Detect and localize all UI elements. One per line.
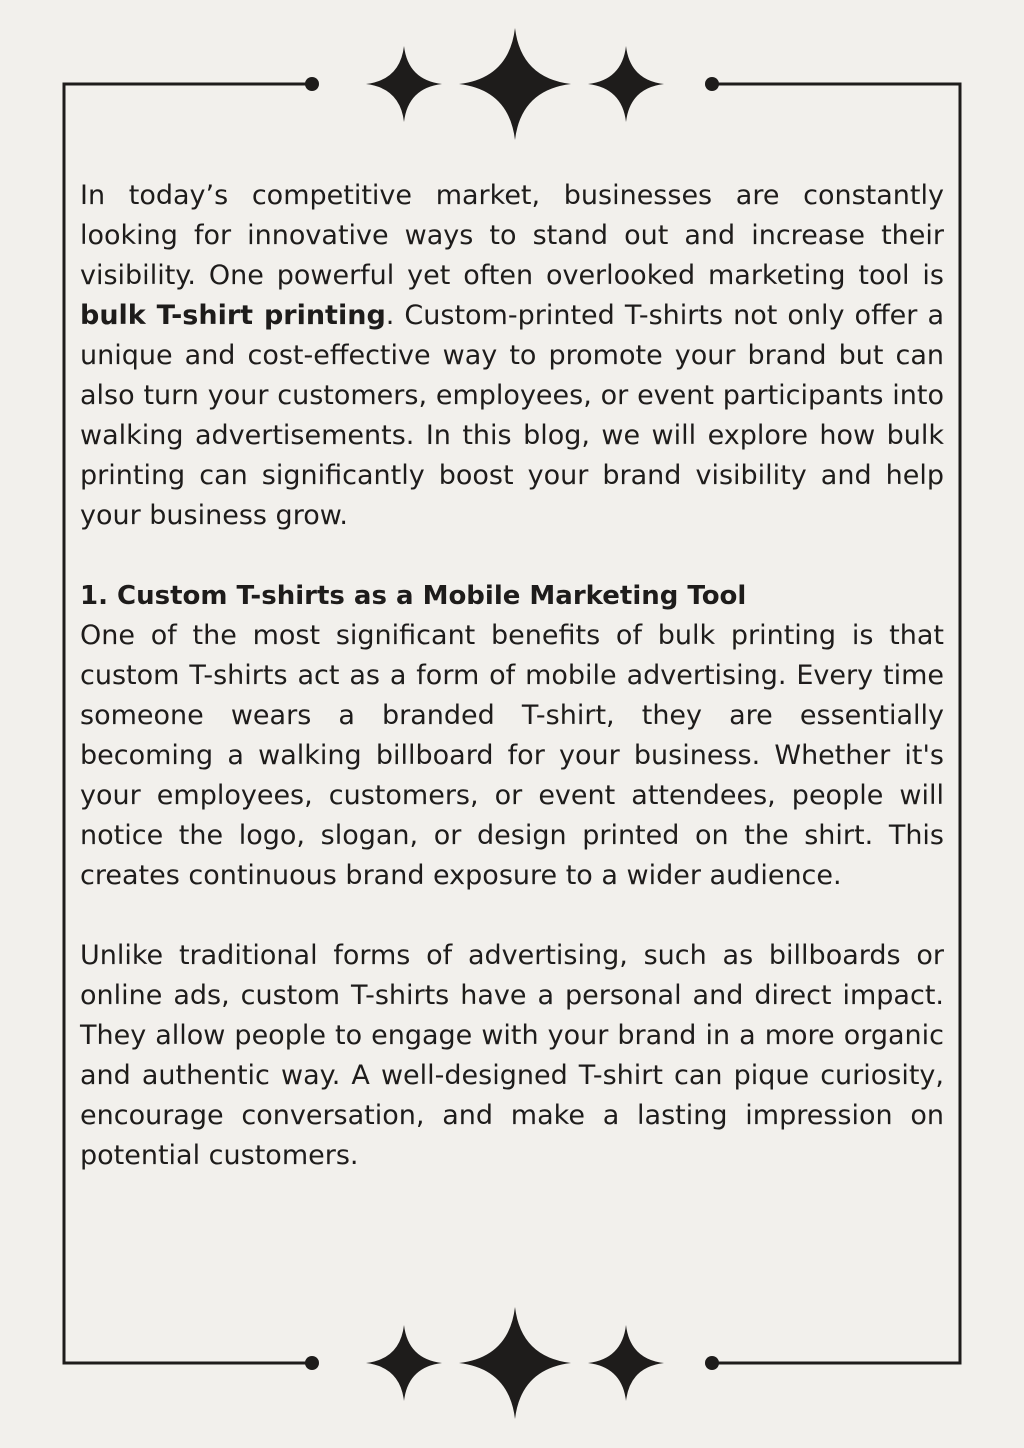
section-paragraph-1: One of the most significant benefits of bulk printing is that custom T-shirts act as a form of mobile advertising. Every time someone wears a branded T-shirt, they are essentially becoming a walking billboard for your business. Whether it's your employees, customers, or event attendees, people will notice the logo, slogan, or design printed on the shirt. This creates continuous brand exposure to a wider audience. [80,620,944,891]
top-sparkle-icon [366,28,664,140]
frame-dot-top-right [705,77,719,91]
intro-paragraph [80,176,944,536]
frame-dot-top-left [305,77,319,91]
intro-emphasis: bulk T-shirt printing [80,300,386,331]
intro-text-end: . Custom-printed T-shirts not only offer a unique and cost-effective way to promote your brand but can also turn your customers, employees, or event participants into walking advertisements. In this blog, we will explore how bulk printing can significantly boost your brand visibility and help your business grow. [80,300,944,531]
section-paragraph-2: Unlike traditional forms of advertising, such as billboards or online ads, custom T-shirts have a personal and direct impact. They allow people to engage with your brand in a more organic and authentic way. A well-designed T-shirt can pique curiosity, encourage conversation, and make a lasting impression on potential customers. [80,940,944,1171]
bottom-sparkle-icon [366,1307,664,1419]
article-body [80,176,944,1176]
intro-text-start: In today’s competitive market, businesses are constantly looking for innovative ways to stand out and increase their visibility. One powerful yet often overlooked marketing tool is [80,180,944,291]
frame-dot-bottom-right [705,1356,719,1370]
frame-dot-bottom-left [305,1356,319,1370]
section-heading: 1. Custom T-shirts as a Mobile Marketing Tool [80,581,747,611]
